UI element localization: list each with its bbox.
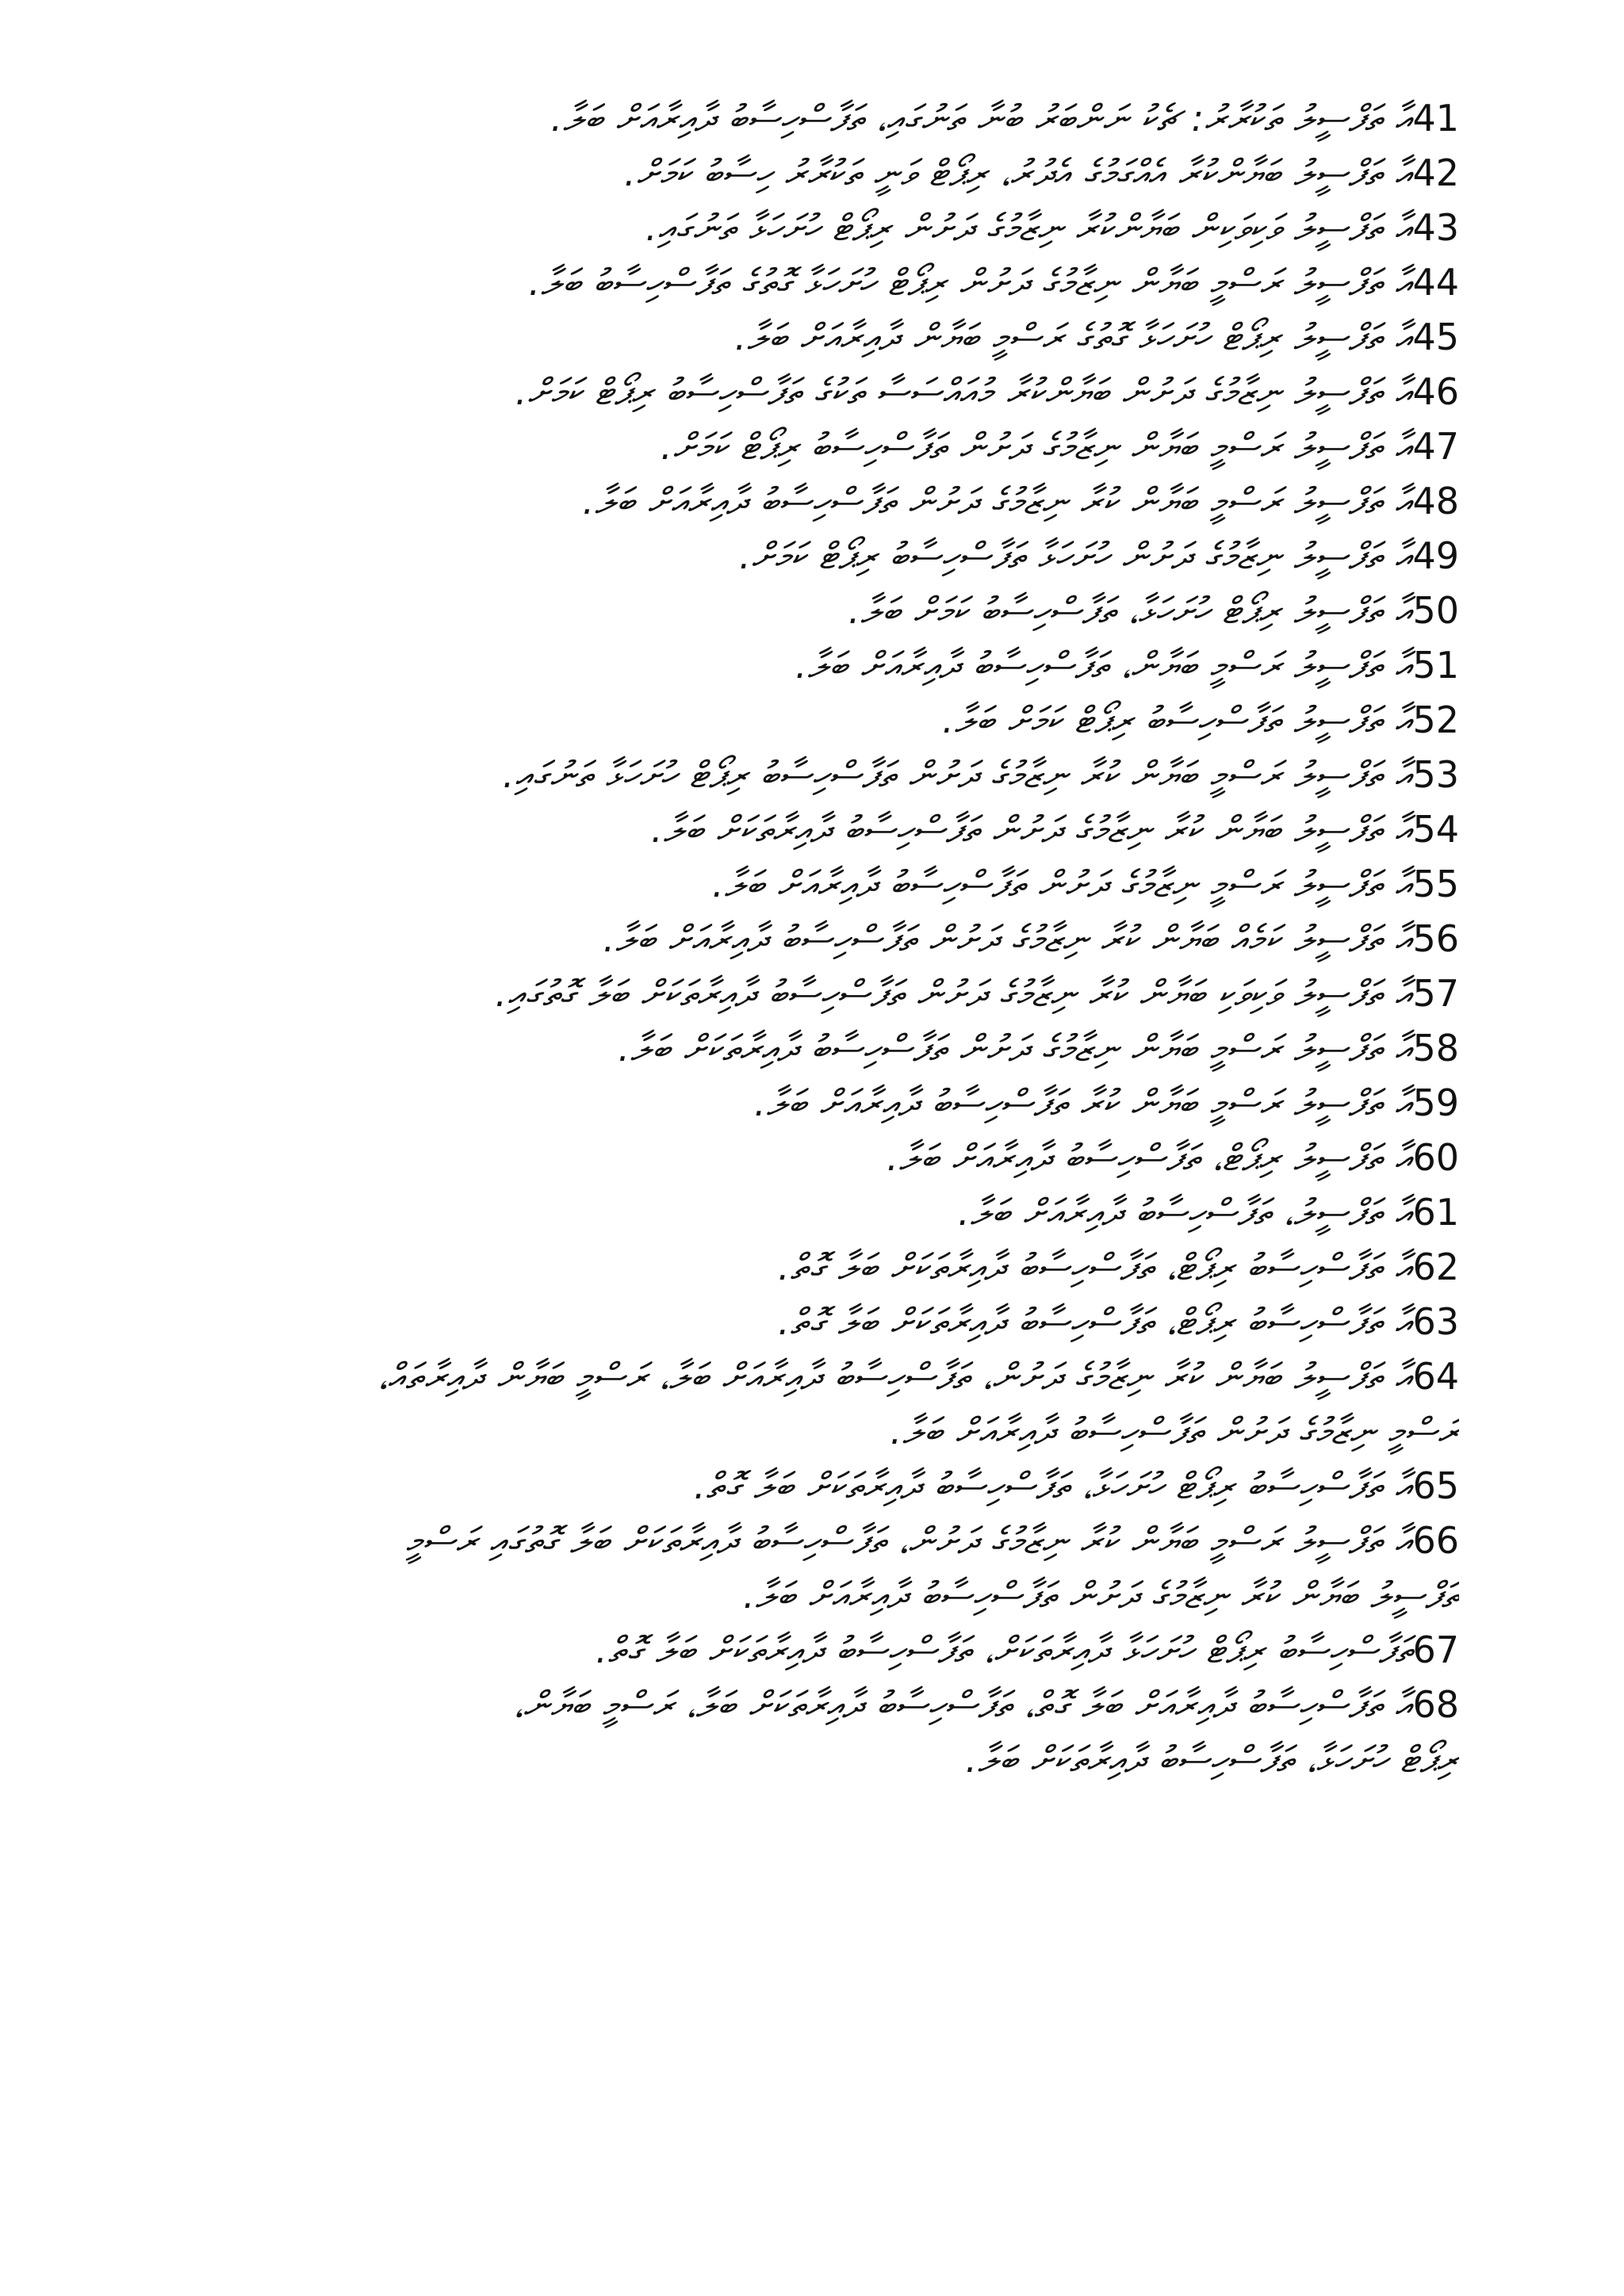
item-number: 64 xyxy=(1412,1355,1459,1398)
item-text-continuation: ރިޕޯޓް ހުށަހަޅާ، ތަފާސްހިސާބު ދާއިރާތަކަށް ބަލާ. xyxy=(965,1738,1459,1781)
item-text: އާ ތަފާސްހިސާބު ރިޕޯޓް، ތަފާސްހިސާބު ދާއިރާތަކަށް ބަލާ ގޮތް. xyxy=(777,1246,1413,1288)
item-text: އާ ތަފްސީލު، ތަފާސްހިސާބު ދާއިރާއަށް ބަލާ. xyxy=(957,1191,1413,1234)
list-item xyxy=(159,91,1459,146)
item-text-continuation: ރަސްމީ ނިޒާމުގެ ދަށުން ތަފާސްހިސާބު ދާއިރާއަށް ބަލާ. xyxy=(890,1410,1459,1452)
item-text: އާ ތަފާސްހިސާބު ރިޕޯޓް ހުށަހަޅާ، ތަފާސްހިސާބު ދާއިރާތަކަށް ބަލާ ގޮތް. xyxy=(693,1464,1413,1507)
list-item xyxy=(159,1459,1459,1513)
item-number: 42 xyxy=(1412,151,1459,194)
list-item xyxy=(159,966,1459,1021)
item-text: ތަފާސްހިސާބު ރިޕޯޓް ހުށަހަޅާ ދާއިރާތަކަށް، ތަފާސްހިސާބު ދާއިރާތަކަށް ބަލާ ގޮތް. xyxy=(596,1628,1413,1671)
item-text: އާ ތަފްސީލު ތަކުރާރު: ޗެކު ނަންބަރު ބުނާ ތަނުގައި، ތަފާސްހިސާބު ދާއިރާއަށް ބަލާ. xyxy=(550,97,1413,140)
list-item xyxy=(159,802,1459,857)
item-text: އާ ތަފާސްހިސާބު ދާއިރާއަށް ބަލާ ގޮތް، ތަފާސްހިސާބު ދާއިރާތަކަށް ބަލާ، ރަސްމީ ބަޔާން، xyxy=(513,1683,1413,1726)
item-text: އާ ތަފްސީލު ރަސްމީ ބަޔާން ކުރާ ނިޒާމުގެ ދަށުން، ތަފާސްހިސާބު ދާއިރާތަކަށް ބަލާ ގޮތުގައި ރަސްމީ xyxy=(405,1519,1413,1562)
list-item xyxy=(159,748,1459,802)
item-text: އާ ތަފްސީލު ރިޕޯޓް ހުށަހަޅާ ގޮތުގެ ރަސްމީ ބަޔާން ދާއިރާއަށް ބަލާ. xyxy=(734,316,1413,358)
item-text: އާ ތަފްސީލު ބަޔާން ކުރާ ނިޒާމުގެ ދަށުން ތަފާސްހިސާބު ދާއިރާތަކަށް ބަލާ. xyxy=(651,808,1413,851)
item-number: 47 xyxy=(1412,425,1459,468)
list-item xyxy=(159,1240,1459,1295)
item-number: 63 xyxy=(1412,1300,1459,1343)
item-number: 62 xyxy=(1412,1246,1459,1288)
list-item xyxy=(159,693,1459,748)
list-item xyxy=(159,1131,1459,1185)
item-number: 65 xyxy=(1412,1464,1459,1507)
item-text: އާ ތަފްސީލު ރަސްމީ ބަޔާން ނިޒާމުގެ ދަށުން ތަފާސްހިސާބު ދާއިރާތަކަށް ބަލާ. xyxy=(618,1027,1413,1070)
item-text: އާ ތަފްސީލު ރަސްމީ ބަޔާން ކުރާ ނިޒާމުގެ ދަށުން ތަފާސްހިސާބު ދާއިރާއަށް ބަލާ. xyxy=(582,480,1413,522)
item-number: 43 xyxy=(1412,206,1459,249)
item-text: އާ ތަފްސީލު ވަކިވަކި ބަޔާން ކުރާ ނިޒާމުގެ ދަށުން ތަފާސްހިސާބު ދާއިރާތަކަށް ބަލާ ގޮތުގައި. xyxy=(495,972,1413,1015)
list-item xyxy=(159,419,1459,474)
list-item xyxy=(159,255,1459,310)
list-item xyxy=(159,310,1459,365)
item-number: 41 xyxy=(1412,97,1459,140)
item-text: އާ ތަފްސީލު ރަސްމީ ބަޔާން ކުރާ ނިޒާމުގެ ދަށުން ތަފާސްހިސާބު ރިޕޯޓް ހުށަހަޅާ ތަނުގައި. xyxy=(502,753,1413,796)
list-item xyxy=(159,1678,1459,1787)
item-number: 46 xyxy=(1412,370,1459,413)
list-item xyxy=(159,1623,1459,1678)
item-text: އާ ތަފްސީލު ރިޕޯޓް ހުށަހަޅާ، ތަފާސްހިސާބު ކަމަށް ބަލާ. xyxy=(848,589,1413,632)
item-text-continuation: ތަފްސީލު ބަޔާން ކުރާ ނިޒާމުގެ ދަށުން ތަފާސްހިސާބު ދާއިރާއަށް ބަލާ. xyxy=(743,1574,1459,1617)
item-text: އާ ތަފްސީލު ނިޒާމުގެ ދަށުން ބަޔާންކުރާ މުއައްސަސާ ތަކުގެ ތަފާސްހިސާބު ރިޕޯޓް ކަމަށް. xyxy=(515,370,1413,413)
list-item xyxy=(159,638,1459,693)
item-number: 59 xyxy=(1412,1081,1459,1124)
item-number: 51 xyxy=(1412,644,1459,687)
list-item xyxy=(159,474,1459,529)
item-text: އާ ތަފްސީލު ބަޔާންކުރާ އެއްގަމުގެ އެދުރު، ރިޕޯޓް ވަނީ ތަކުރާރު ހިސާބު ކަމަށް. xyxy=(624,151,1413,194)
item-number: 55 xyxy=(1412,863,1459,905)
item-number: 52 xyxy=(1412,698,1459,741)
item-text: އާ ތަފްސީލު ވަކިވަކިން ބަޔާންކުރާ ނިޒާމުގެ ދަށުން ރިޕޯޓް ހުށަހަޅާ ތަނުގައި. xyxy=(645,206,1413,249)
item-number: 60 xyxy=(1412,1136,1459,1179)
list-item xyxy=(159,1021,1459,1076)
list-item xyxy=(159,1076,1459,1131)
item-number: 67 xyxy=(1412,1628,1459,1671)
item-number: 58 xyxy=(1412,1027,1459,1070)
item-number: 49 xyxy=(1412,534,1459,577)
item-number: 50 xyxy=(1412,589,1459,632)
item-text: އާ ތަފްސީލު ރިޕޯޓް، ތަފާސްހިސާބު ދާއިރާއަށް ބަލާ. xyxy=(887,1136,1413,1179)
list-item xyxy=(159,365,1459,419)
item-text: އާ ތަފްސީލު ރަސްމީ ބަޔާން ނިޒާމުގެ ދަށުން ރިޕޯޓް ހުށަހަޅާ ގޮތުގެ ތަފާސްހިސާބު ބަލާ. xyxy=(528,261,1413,304)
list-item xyxy=(159,146,1459,201)
list-item xyxy=(159,912,1459,966)
item-number: 45 xyxy=(1412,316,1459,358)
item-text: އާ ތަފާސްހިސާބު ރިޕޯޓް، ތަފާސްހިސާބު ދާއިރާތަކަށް ބަލާ ގޮތް. xyxy=(777,1300,1413,1343)
item-text: އާ ތަފްސީލު ރަސްމީ ބަޔާން ކުރާ ތަފާސްހިސާބު ދާއިރާއަށް ބަލާ. xyxy=(754,1081,1413,1124)
item-text: އާ ތަފްސީލު ރަސްމީ ނިޒާމުގެ ދަށުން ތަފާސްހިސާބު ދާއިރާއަށް ބަލާ. xyxy=(712,863,1413,905)
item-text: އާ ތަފްސީލު ކަމެއް ބަޔާން ކުރާ ނިޒާމުގެ ދަށުން ތަފާސްހިސާބު ދާއިރާއަށް ބަލާ. xyxy=(603,917,1413,960)
list-item xyxy=(159,1185,1459,1240)
item-number: 57 xyxy=(1412,972,1459,1015)
list-item xyxy=(159,1513,1459,1623)
list-item xyxy=(159,857,1459,912)
list-item xyxy=(159,1349,1459,1459)
item-number: 56 xyxy=(1412,917,1459,960)
list-item xyxy=(159,1295,1459,1349)
item-number: 53 xyxy=(1412,753,1459,796)
item-number: 44 xyxy=(1412,261,1459,304)
item-number: 54 xyxy=(1412,808,1459,851)
item-text: އާ ތަފްސީލު ބަޔާން ކުރާ ނިޒާމުގެ ދަށުން، ތަފާސްހިސާބު ދާއިރާއަށް ބަލާ، ރަސްމީ ބަޔާން ދާއިރާތައް، xyxy=(377,1355,1413,1398)
item-number: 68 xyxy=(1412,1683,1459,1726)
item-text: އާ ތަފްސީލު ރަސްމީ ބަޔާން، ތަފާސްހިސާބު ދާއިރާއަށް ބަލާ. xyxy=(795,644,1413,687)
item-number: 61 xyxy=(1412,1191,1459,1234)
item-number: 66 xyxy=(1412,1519,1459,1562)
item-text: އާ ތަފްސީލު ނިޒާމުގެ ދަށުން ހުށަހަޅާ ތަފާސްހިސާބު ރިޕޯޓް ކަމަށް. xyxy=(738,534,1413,577)
item-text: އާ ތަފްސީލު ރަސްމީ ބަޔާން ނިޒާމުގެ ދަށުން ތަފާސްހިސާބު ރިޕޯޓް ކަމަށް. xyxy=(660,425,1413,468)
list-item xyxy=(159,201,1459,255)
list-item xyxy=(159,529,1459,584)
list-item xyxy=(159,584,1459,638)
item-text: އާ ތަފްސީލު ތަފާސްހިސާބު ރިޕޯޓް ކަމަށް ބަލާ. xyxy=(942,698,1413,741)
item-number: 48 xyxy=(1412,480,1459,522)
